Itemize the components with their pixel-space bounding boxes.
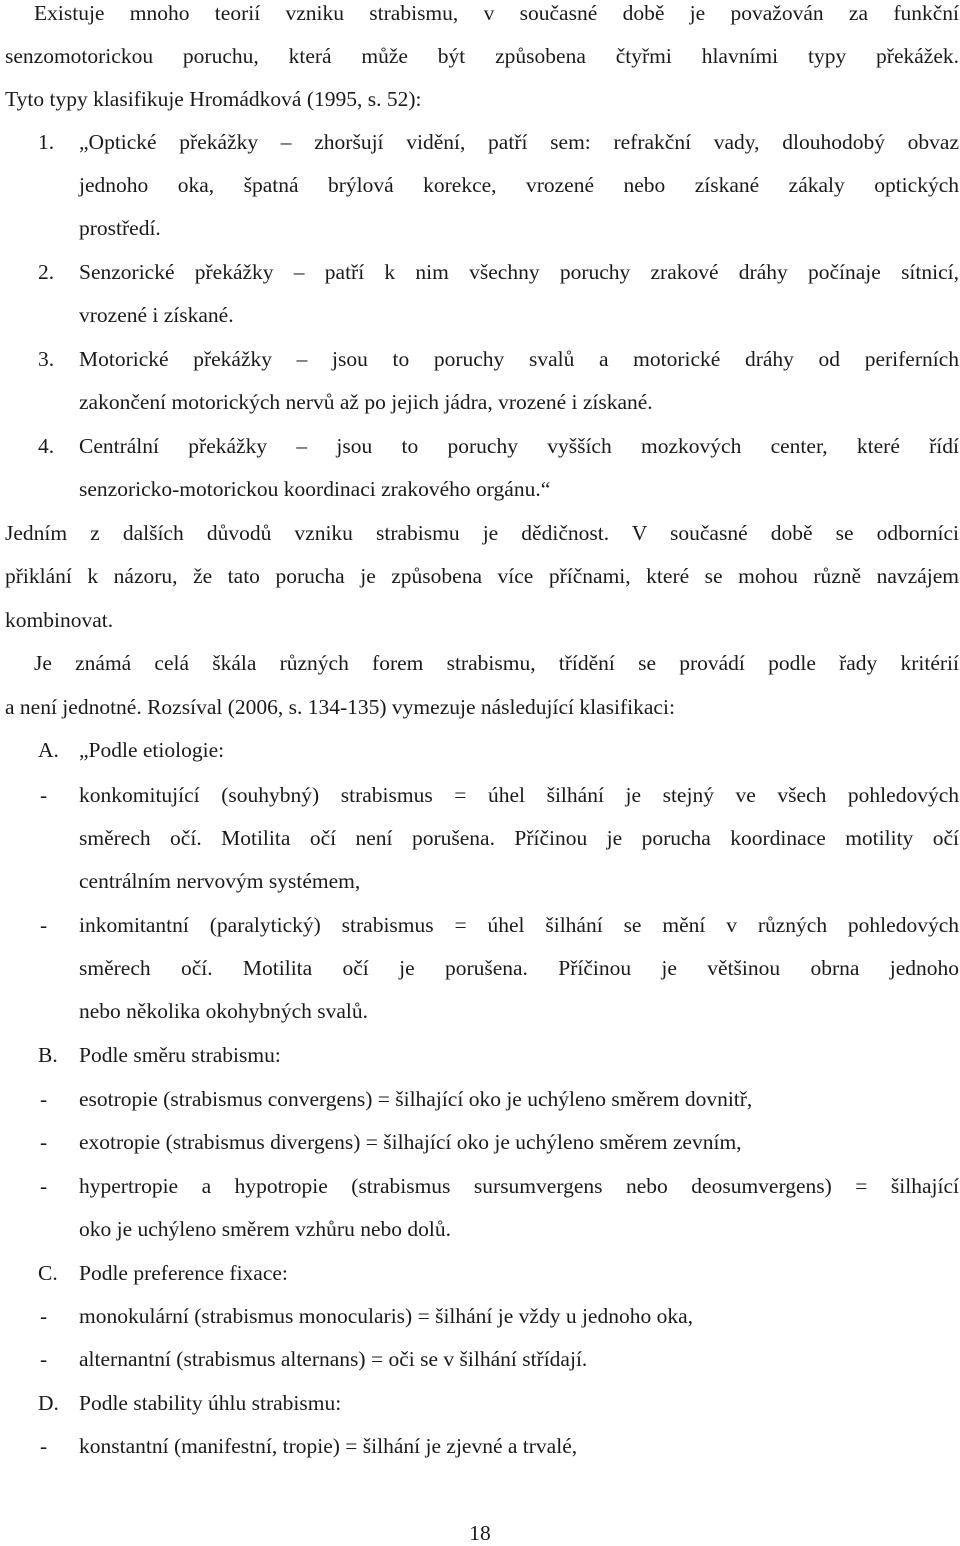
list-marker: 2. <box>38 260 55 284</box>
list-item-line: zakončení motorických nervů až po jejich jádra, vrozené i získané. <box>79 390 653 414</box>
paragraph-line: senzomotorickou poruchu, která může být způsobena čtyřmi hlavními typy překážek. <box>5 44 959 68</box>
classification-marker: B. <box>38 1043 58 1067</box>
page-number: 18 <box>469 1521 491 1545</box>
paragraph-line: přiklání k názoru, že tato porucha je způsobena více příčnami, které se mohou různě navzájem <box>5 564 959 588</box>
paragraph-line: Existuje mnoho teorií vzniku strabismu, v současné době je považován za funkční <box>34 1 959 25</box>
bullet-item-line: centrálním nervovým systémem, <box>79 869 361 893</box>
list-item-line: Centrální překážky – jsou to poruchy vyšších mozkových center, které řídí <box>79 434 959 458</box>
bullet-item-line: monokulární (strabismus monocularis) = šilhání je vždy u jednoho oka, <box>79 1304 694 1328</box>
list-item-line: jednoho oka, špatná brýlová korekce, vrozené nebo získané zákaly optických <box>79 173 959 197</box>
list-item-line: senzoricko-motorickou koordinaci zrakového orgánu.“ <box>79 477 551 501</box>
bullet-dash: - <box>40 1347 48 1371</box>
classification-heading: Podle preference fixace: <box>79 1261 288 1285</box>
classification-marker: A. <box>38 738 59 762</box>
bullet-item-line: oko je uchýleno směrem vzhůru nebo dolů. <box>79 1217 451 1241</box>
bullet-item-line: alternantní (strabismus alternans) = oči se v šilhání střídají. <box>79 1347 588 1371</box>
paragraph-line: Tyto typy klasifikuje Hromádková (1995, s. 52): <box>5 87 422 111</box>
bullet-item-line: konstantní (manifestní, tropie) = šilhání je zjevné a trvalé, <box>79 1434 578 1458</box>
bullet-item-line: směrech očí. Motilita očí není porušena. Příčinou je porucha koordinace motility očí <box>79 826 959 850</box>
classification-heading: „Podle etiologie: <box>79 738 225 762</box>
list-item-line: prostředí. <box>79 216 161 240</box>
classification-marker: D. <box>38 1391 59 1415</box>
bullet-item-line: konkomitující (souhybný) strabismus = úhel šilhání je stejný ve všech pohledových <box>79 783 959 807</box>
paragraph-line: a není jednotné. Rozsíval (2006, s. 134-135) vymezuje následující klasifikaci: <box>5 695 675 719</box>
bullet-dash: - <box>40 783 48 807</box>
classification-heading: Podle stability úhlu strabismu: <box>79 1391 342 1415</box>
bullet-item-line: esotropie (strabismus convergens) = šilhající oko je uchýleno směrem dovnitř, <box>79 1087 753 1111</box>
paragraph-line: kombinovat. <box>5 608 114 632</box>
list-item-line: „Optické překážky – zhoršují vidění, patří sem: refrakční vady, dlouhodobý obvaz <box>79 130 959 154</box>
list-marker: 3. <box>38 347 55 371</box>
bullet-dash: - <box>40 913 48 937</box>
bullet-dash: - <box>40 1174 48 1198</box>
list-marker: 1. <box>38 130 55 154</box>
bullet-item-line: exotropie (strabismus divergens) = šilhající oko je uchýleno směrem zevním, <box>79 1130 742 1154</box>
bullet-dash: - <box>40 1087 48 1111</box>
classification-marker: C. <box>38 1261 58 1285</box>
paragraph-line: Jedním z dalších důvodů vzniku strabismu je dědičnost. V současné době se odborníci <box>5 521 959 545</box>
paragraph-line: Je známá celá škála různých forem strabismu, třídění se provádí podle řady kritérií <box>34 651 959 675</box>
list-marker: 4. <box>38 434 55 458</box>
bullet-item-line: nebo několika okohybných svalů. <box>79 999 369 1023</box>
list-item-line: vrozené i získané. <box>79 303 234 327</box>
bullet-dash: - <box>40 1434 48 1458</box>
classification-heading: Podle směru strabismu: <box>79 1043 281 1067</box>
bullet-item-line: inkomitantní (paralytický) strabismus = úhel šilhání se mění v různých pohledových <box>79 913 959 937</box>
bullet-item-line: směrech očí. Motilita očí je porušena. Příčinou je většinou obrna jednoho <box>79 956 959 980</box>
list-item-line: Motorické překážky – jsou to poruchy svalů a motorické dráhy od periferních <box>79 347 959 371</box>
list-item-line: Senzorické překážky – patří k nim všechny poruchy zrakové dráhy počínaje sítnicí, <box>79 260 959 284</box>
bullet-dash: - <box>40 1304 48 1328</box>
bullet-item-line: hypertropie a hypotropie (strabismus sursumvergens nebo deosumvergens) = šilhající <box>79 1174 959 1198</box>
bullet-dash: - <box>40 1130 48 1154</box>
